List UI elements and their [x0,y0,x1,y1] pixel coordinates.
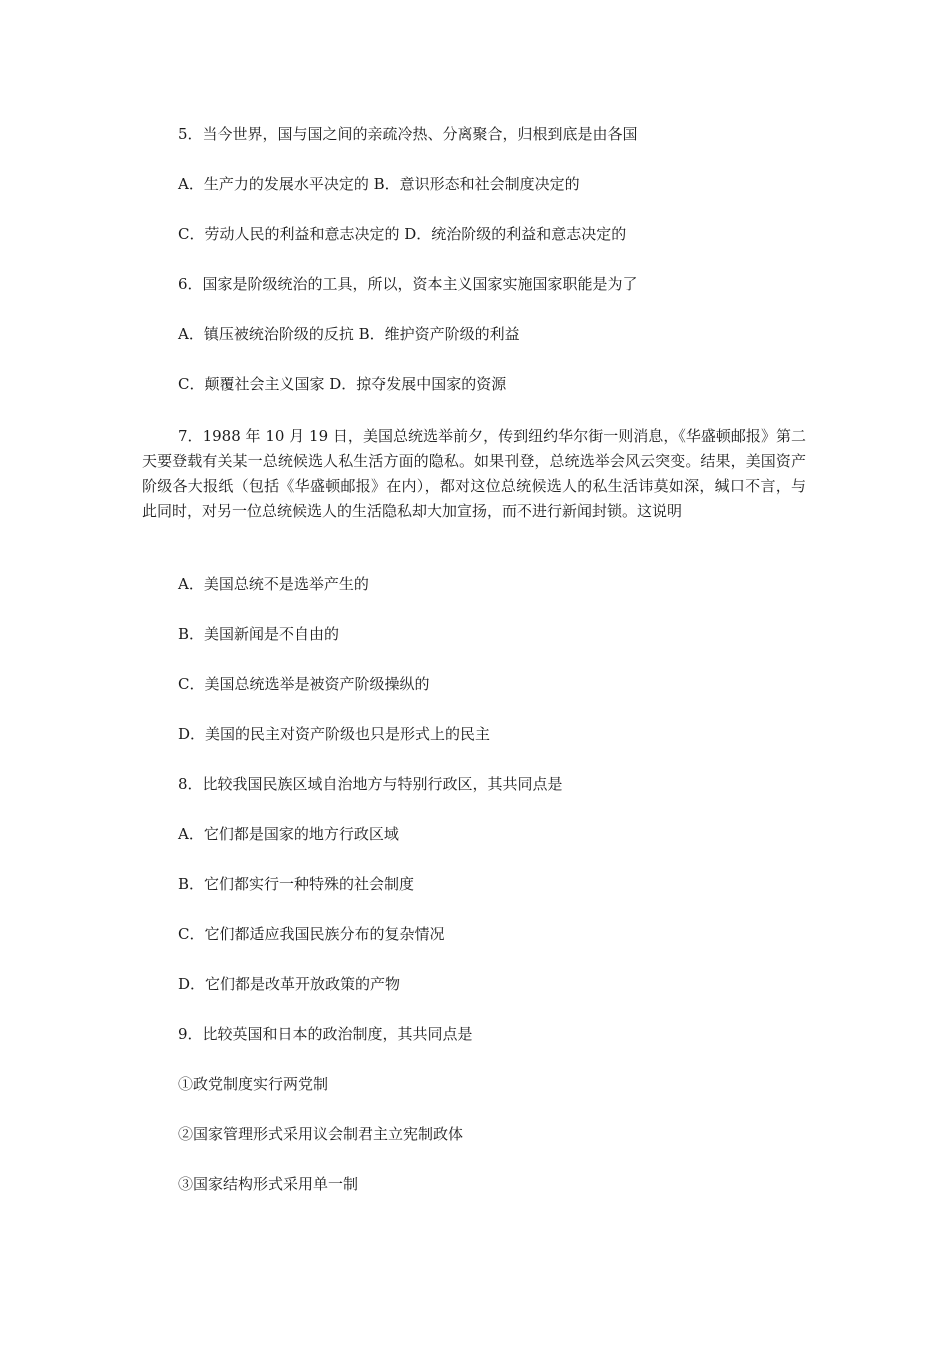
question-8-option-d: D．它们都是改革开放政策的产物 [178,975,401,993]
question-7-stem: 7．1988 年 10 月 19 日，美国总统选举前夕，传到纽约华尔街一则消息，《华盛顿邮报》第二天要登载有关某一总统候选人私生活方面的隐私。如果刊登，总统选举会风云突变。结果，美国资产阶级各大报纸（包括《华盛顿邮报》在内），都对这位总统候选人的私生活讳莫如深，缄口不言，与此同时，对另一位总统候选人的生活隐私却大加宣扬，而不进行新闻封锁。这说明 [142,427,806,520]
question-6-stem: 6．国家是阶级统治的工具，所以，资本主义国家实施国家职能是为了 [178,275,638,293]
question-5-stem: 5．当今世界，国与国之间的亲疏冷热、分离聚合，归根到底是由各国 [178,125,638,143]
question-6-options-ab: A．镇压被统治阶级的反抗 B．维护资产阶级的利益 [178,325,520,343]
question-7-option-b: B．美国新闻是不自由的 [178,625,340,643]
question-8-option-c: C．它们都适应我国民族分布的复杂情况 [178,925,445,943]
question-7-option-d: D．美国的民主对资产阶级也只是形式上的民主 [178,725,491,743]
question-8-stem: 8．比较我国民族区域自治地方与特别行政区，其共同点是 [178,775,563,793]
question-7-option-c: C．美国总统选举是被资产阶级操纵的 [178,675,430,693]
question-9-item-2: ②国家管理形式采用议会制君主立宪制政体 [178,1125,464,1143]
question-6-options-cd: C．颠覆社会主义国家 D．掠夺发展中国家的资源 [178,375,507,393]
question-5-options-ab: A．生产力的发展水平决定的 B．意识形态和社会制度决定的 [178,175,580,193]
question-7-option-a: A．美国总统不是选举产生的 [178,575,369,593]
question-5-options-cd: C．劳动人民的利益和意志决定的 D．统治阶级的利益和意志决定的 [178,225,627,243]
question-8-option-a: A．它们都是国家的地方行政区域 [178,825,399,843]
question-9-stem: 9．比较英国和日本的政治制度，其共同点是 [178,1025,473,1043]
question-8-option-b: B．它们都实行一种特殊的社会制度 [178,875,415,893]
question-9-item-3: ③国家结构形式采用单一制 [178,1175,359,1193]
question-9-item-1: ①政党制度实行两党制 [178,1075,329,1093]
